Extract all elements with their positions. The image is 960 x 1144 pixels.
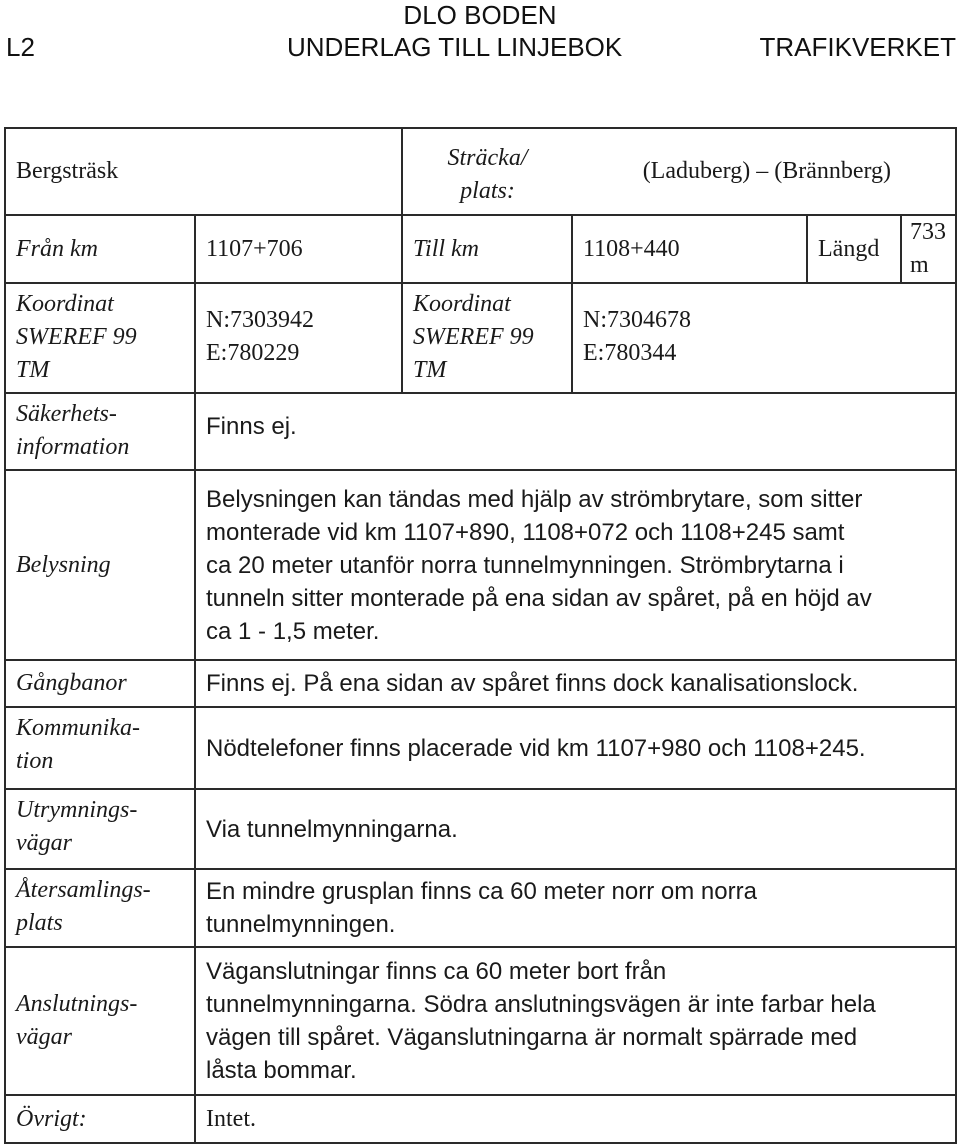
access-roads-label: Anslutnings- vägar <box>5 947 195 1095</box>
tunnel-info-table <box>4 127 957 1144</box>
safety-label: Säkerhets- information <box>5 393 195 470</box>
communication-row <box>5 707 956 789</box>
lighting-label: Belysning <box>5 470 195 660</box>
assembly-label: Återsamlings- plats <box>5 869 195 947</box>
assembly-value: En mindre grusplan finns ca 60 meter norr om norra tunnelmynningen. <box>195 869 956 947</box>
coord-start-value: N:7303942 E:780229 <box>195 283 402 393</box>
other-row <box>5 1095 956 1143</box>
assembly-row <box>5 869 956 947</box>
safety-value: Finns ej. <box>195 393 956 470</box>
organization-name: TRAFIKVERKET <box>759 32 956 62</box>
walkway-row <box>5 660 956 707</box>
coord-end-value: N:7304678 E:780344 <box>572 283 956 393</box>
coord-start-label: Koordinat SWEREF 99 TM <box>5 283 195 393</box>
walkway-value: Finns ej. På ena sidan av spåret finns dock kanalisationslock. <box>195 660 956 707</box>
length-label: Längd <box>807 215 901 283</box>
stretch-label: Sträcka/ plats: <box>402 128 572 215</box>
coord-end-label: Koordinat SWEREF 99 TM <box>402 283 572 393</box>
km-row <box>5 215 956 283</box>
other-value: Intet. <box>195 1095 956 1143</box>
access-roads-value: Väganslutningar finns ca 60 meter bort från tunnelmynningarna. Södra anslutningsvägen är inte farbar hela vägen till spåret. Väganslutningarna är normalt spärrade med låsta bommar. <box>195 947 956 1095</box>
stretch-value: (Laduberg) – (Brännberg) <box>572 128 956 215</box>
walkway-label: Gångbanor <box>5 660 195 707</box>
from-km-value: 1107+706 <box>195 215 402 283</box>
from-km-label: Från km <box>5 215 195 283</box>
safety-row <box>5 393 956 470</box>
other-label: Övrigt: <box>5 1095 195 1143</box>
communication-value: Nödtelefoner finns placerade vid km 1107+980 och 1108+245. <box>195 707 956 789</box>
coordinate-row <box>5 283 956 393</box>
document-subtitle: UNDERLAG TILL LINJEBOK <box>287 32 623 62</box>
line-code: L2 <box>6 32 35 62</box>
tunnel-name: Bergsträsk <box>5 128 402 215</box>
to-km-value: 1108+440 <box>572 215 807 283</box>
name-row <box>5 128 956 215</box>
length-value: 733 m <box>901 215 956 283</box>
district-title: DLO BODEN <box>403 0 557 30</box>
access-roads-row <box>5 947 956 1095</box>
communication-label: Kommunika- tion <box>5 707 195 789</box>
evacuation-label: Utrymnings- vägar <box>5 789 195 869</box>
to-km-label: Till km <box>402 215 572 283</box>
lighting-row <box>5 470 956 660</box>
evacuation-value: Via tunnelmynningarna. <box>195 789 956 869</box>
evacuation-row <box>5 789 956 869</box>
lighting-value: Belysningen kan tändas med hjälp av strömbrytare, som sitter monterade vid km 1107+890, 1108+072 och 1108+245 samt ca 20 meter utanför norra tunnelmynningen. Strömbrytarna i tunneln sitter monterade på ena sidan av spåret, på en höjd av ca 1 - 1,5 meter. <box>195 470 956 660</box>
